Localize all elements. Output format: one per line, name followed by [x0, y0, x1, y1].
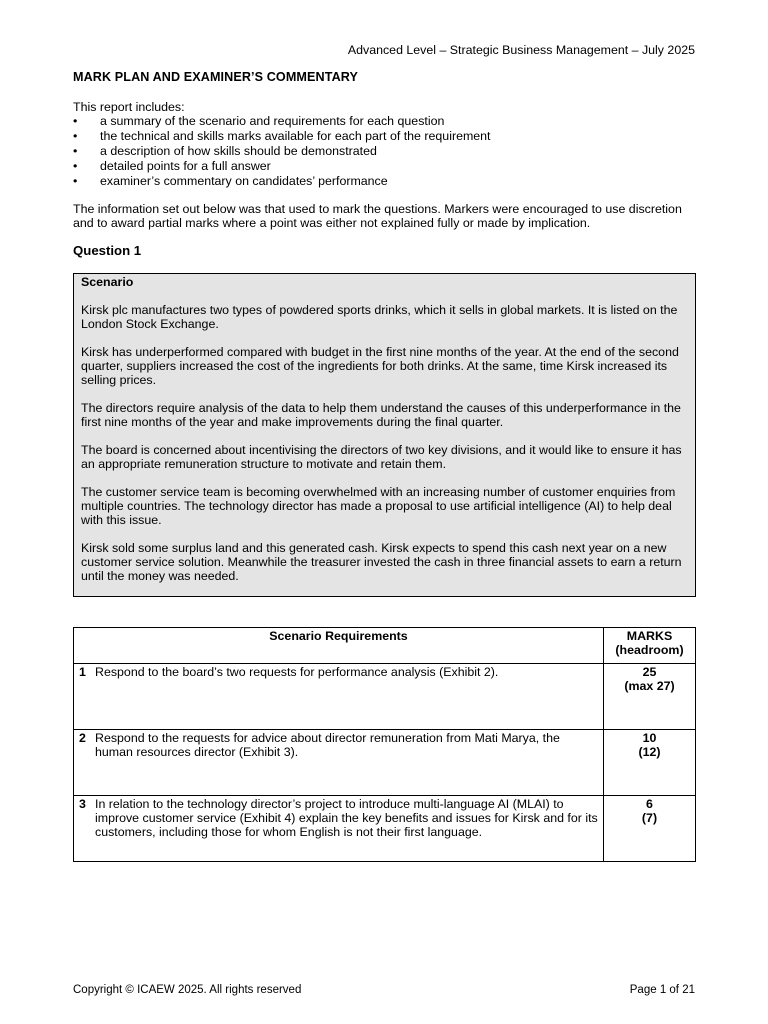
table-row — [74, 796, 696, 862]
footer-copyright: Copyright © ICAEW 2025. All rights reserved — [73, 984, 302, 996]
requirement-number: 3 — [79, 797, 86, 811]
requirement-number: 1 — [79, 665, 86, 679]
scenario-paragraph: The customer service team is becoming overwhelmed with an increasing number of customer enquiries from multiple countries. The technology director has made a proposal to use artificial intelligence (AI) to help deal with this issue. — [81, 485, 676, 527]
requirement-cell — [74, 730, 604, 796]
scenario-paragraph: Kirsk plc manufactures two types of powdered sports drinks, which it sells in global markets. It is listed on the London Stock Exchange. — [81, 303, 678, 331]
scenario-paragraph: The board is concerned about incentivising the directors of two key divisions, and it would like to ensure it has an appropriate remuneration structure to motivate and retain them. — [81, 443, 682, 471]
table-row — [74, 664, 696, 730]
bullet-icon: • — [73, 174, 78, 188]
scenario-title: Scenario — [81, 275, 134, 289]
bullet-icon: • — [73, 144, 78, 158]
marks-cell — [604, 730, 696, 796]
marks-value: 10 — [642, 731, 657, 745]
bullet-icon: • — [73, 114, 78, 128]
bullet-icon: • — [73, 129, 78, 143]
bullet-icon: • — [73, 159, 78, 173]
marks-value: 25 — [642, 665, 657, 679]
headroom-value: (12) — [638, 745, 661, 759]
list-item: • a description of how skills should be demonstrated — [73, 144, 377, 158]
marks-cell — [604, 664, 696, 730]
requirement-text: Respond to the board’s two requests for performance analysis (Exhibit 2). — [95, 665, 499, 679]
intro-section — [73, 100, 695, 189]
marks-column-header: MARKS (headroom) — [604, 628, 696, 664]
scenario-box — [73, 273, 696, 597]
list-item: • the technical and skills marks available for each part of the requirement — [73, 129, 491, 143]
requirements-table — [73, 627, 696, 862]
requirements-column-header: Scenario Requirements — [74, 628, 604, 664]
intro-text: This report includes: — [73, 100, 185, 114]
requirement-text: Respond to the requests for advice about director remuneration from Mati Marya, the human resources director (Exhibit 3). — [95, 731, 560, 759]
footer-page-number: Page 1 of 21 — [629, 984, 695, 996]
list-item: • examiner’s commentary on candidates’ performance — [73, 174, 388, 188]
headroom-value: (7) — [641, 811, 658, 825]
table-header-row — [74, 628, 696, 664]
scenario-paragraph: Kirsk sold some surplus land and this generated cash. Kirsk expects to spend this cash next year on a new customer service solution. Meanwhile the treasurer invested the cash in three financial assets to earn a return until the money was needed. — [81, 541, 682, 583]
headroom-value: (max 27) — [624, 679, 675, 693]
list-item: • detailed points for a full answer — [73, 159, 271, 173]
question-heading: Question 1 — [73, 243, 142, 258]
requirement-cell — [74, 664, 604, 730]
requirement-cell — [74, 796, 604, 862]
marks-cell — [604, 796, 696, 862]
report-contents-list — [73, 114, 695, 189]
scenario-paragraph: The directors require analysis of the data to help them understand the causes of this underperformance in the first nine months of the year and make improvements during the final quarter. — [81, 401, 681, 429]
list-item: • a summary of the scenario and requirements for each question — [73, 114, 445, 128]
requirement-text: In relation to the technology director’s project to introduce multi-language AI (MLAI) to improve customer service (Exhibit 4) explain the key benefits and issues for Kirsk and for its customers, including those for whom English is not their first language. — [95, 797, 598, 839]
marks-value: 6 — [646, 797, 653, 811]
document-title: MARK PLAN AND EXAMINER’S COMMENTARY — [73, 70, 358, 84]
table-row — [74, 730, 696, 796]
marking-info-paragraph: The information set out below was that used to mark the questions. Markers were encouraged to use discretion and to award partial marks where a point was either not explained fully or made by implication. — [73, 202, 682, 230]
running-header: Advanced Level – Strategic Business Management – July 2025 — [347, 43, 695, 57]
document-page — [73, 0, 695, 1024]
requirement-number: 2 — [79, 731, 86, 745]
scenario-paragraph: Kirsk has underperformed compared with budget in the first nine months of the year. At the end of the second quarter, suppliers increased the cost of the ingredients for both drinks. At the same, time Kirsk increased its selling prices. — [81, 345, 679, 387]
